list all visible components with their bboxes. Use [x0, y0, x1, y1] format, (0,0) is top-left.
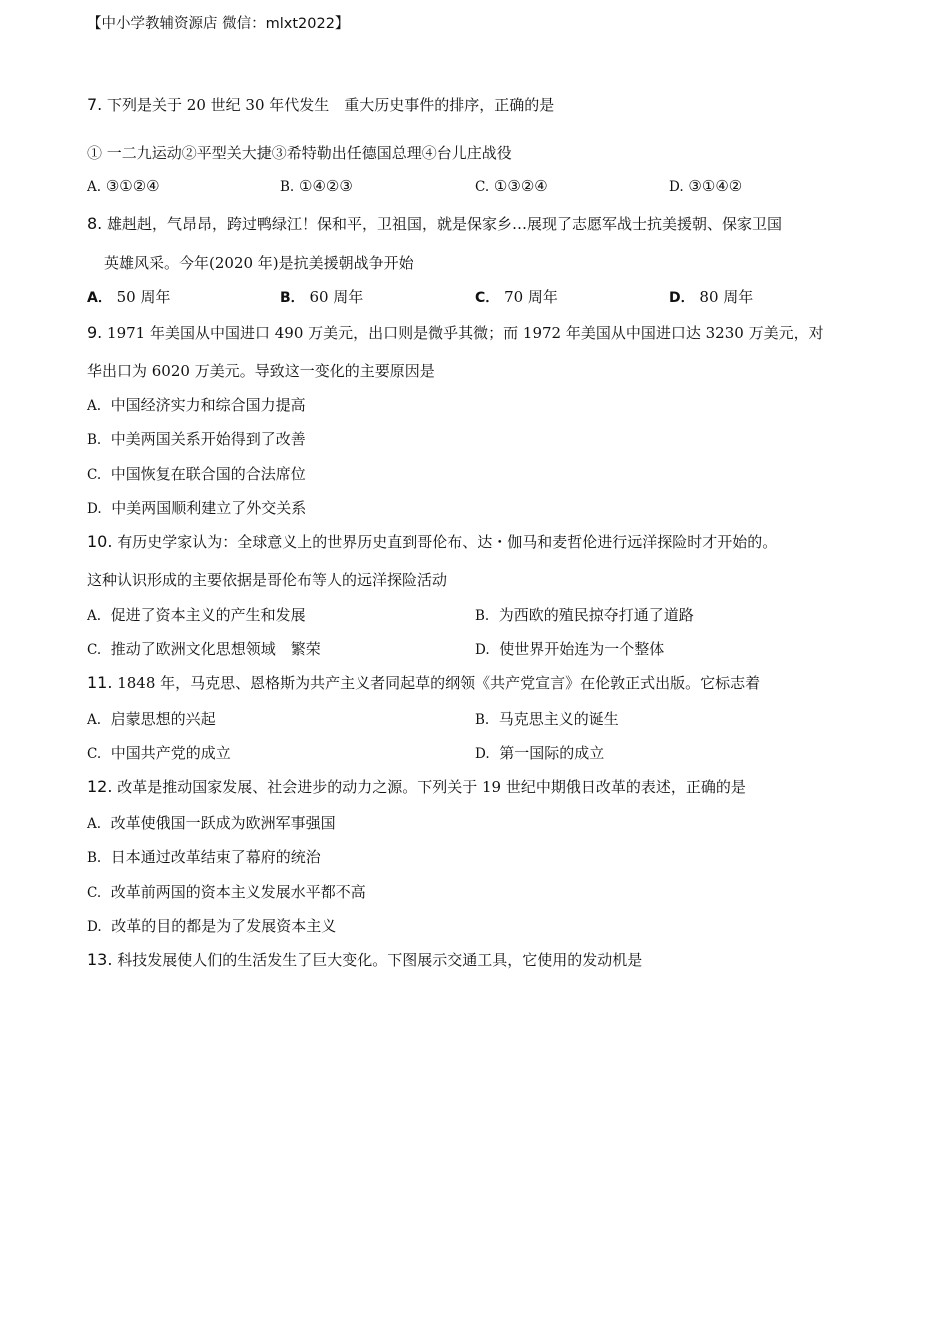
- question-8-stem: 8. 雄赳赳，气昂昂，跨过鸭绿江！保和平，卫祖国，就是保家乡…展现了志愿军战士抗美援朝、保家卫国: [87, 214, 783, 233]
- option-a[interactable]: A. 促进了资本主义的产生和发展: [87, 606, 306, 624]
- option-d[interactable]: D． 80 周年: [669, 288, 754, 306]
- option-d[interactable]: D. 第一国际的成立: [475, 744, 605, 762]
- question-7-stem: 7. 下列是关于 20 世纪 30 年代发生 重大历史事件的排序，正确的是: [87, 95, 555, 114]
- question-8-stem-cont: 英雄风采。今年(2020 年)是抗美援朝战争开始: [104, 254, 414, 272]
- question-13-stem: 13. 科技发展使人们的生活发生了巨大变化。下图展示交通工具，它使用的发动机是: [87, 950, 643, 969]
- option-c[interactable]: C. 中国恢复在联合国的合法席位: [87, 465, 306, 483]
- question-number: 7.: [87, 95, 103, 114]
- question-10-stem-cont: 这种认识形成的主要依据是哥伦布等人的远洋探险活动: [87, 571, 448, 589]
- question-number: 8.: [87, 214, 103, 233]
- page-header: 【中小学教辅资源店 微信：mlxt2022】: [87, 16, 350, 32]
- question-11-stem: 11. 1848 年，马克思、恩格斯为共产主义者同起草的纲领《共产党宣言》在伦敦正式出版。它标志着: [87, 673, 761, 692]
- question-number: 13.: [87, 950, 113, 969]
- option-d[interactable]: D. 使世界开始连为一个整体: [475, 640, 665, 658]
- option-a[interactable]: A. 启蒙思想的兴起: [87, 710, 216, 728]
- option-a[interactable]: A. ③①②④: [87, 177, 160, 195]
- option-b[interactable]: B. 马克思主义的诞生: [475, 710, 619, 728]
- question-number: 11.: [87, 673, 113, 692]
- option-c[interactable]: C． 70 周年: [475, 288, 558, 306]
- option-b[interactable]: B． 60 周年: [280, 288, 364, 306]
- question-10-stem: 10. 有历史学家认为：全球意义上的世界历史直到哥伦布、达・伽马和麦哲伦进行远洋探险时才开始的。: [87, 532, 778, 551]
- question-7-items: ① 一二九运动②平型关大捷③希特勒出任德国总理④台儿庄战役: [87, 144, 512, 162]
- option-c[interactable]: C. 中国共产党的成立: [87, 744, 231, 762]
- option-a[interactable]: A. 改革使俄国一跃成为欧洲军事强国: [87, 814, 336, 832]
- option-c[interactable]: C. 改革前两国的资本主义发展水平都不高: [87, 883, 366, 901]
- option-c[interactable]: C. ①③②④: [475, 177, 548, 195]
- question-9-stem: 9. 1971 年美国从中国进口 490 万美元，出口则是微乎其微；而 1972 年美国从中国进口达 3230 万美元，对: [87, 323, 824, 342]
- question-number: 9.: [87, 323, 103, 342]
- question-number: 10.: [87, 532, 113, 551]
- option-d[interactable]: D. 改革的目的都是为了发展资本主义: [87, 917, 337, 935]
- option-d[interactable]: D. ③①④②: [669, 177, 743, 195]
- option-c[interactable]: C. 推动了欧洲文化思想领域 繁荣: [87, 640, 321, 658]
- option-b[interactable]: B. 日本通过改革结束了幕府的统治: [87, 848, 321, 866]
- option-b[interactable]: B. 中美两国关系开始得到了改善: [87, 430, 306, 448]
- option-b[interactable]: B. ①④②③: [280, 177, 353, 195]
- option-a[interactable]: A． 50 周年: [87, 288, 171, 306]
- question-12-stem: 12. 改革是推动国家发展、社会进步的动力之源。下列关于 19 世纪中期俄日改革的表述，正确的是: [87, 777, 746, 796]
- question-number: 12.: [87, 777, 113, 796]
- question-9-stem-cont: 华出口为 6020 万美元。导致这一变化的主要原因是: [87, 362, 435, 380]
- option-a[interactable]: A. 中国经济实力和综合国力提高: [87, 396, 306, 414]
- option-d[interactable]: D. 中美两国顺利建立了外交关系: [87, 499, 307, 517]
- option-b[interactable]: B. 为西欧的殖民掠夺打通了道路: [475, 606, 694, 624]
